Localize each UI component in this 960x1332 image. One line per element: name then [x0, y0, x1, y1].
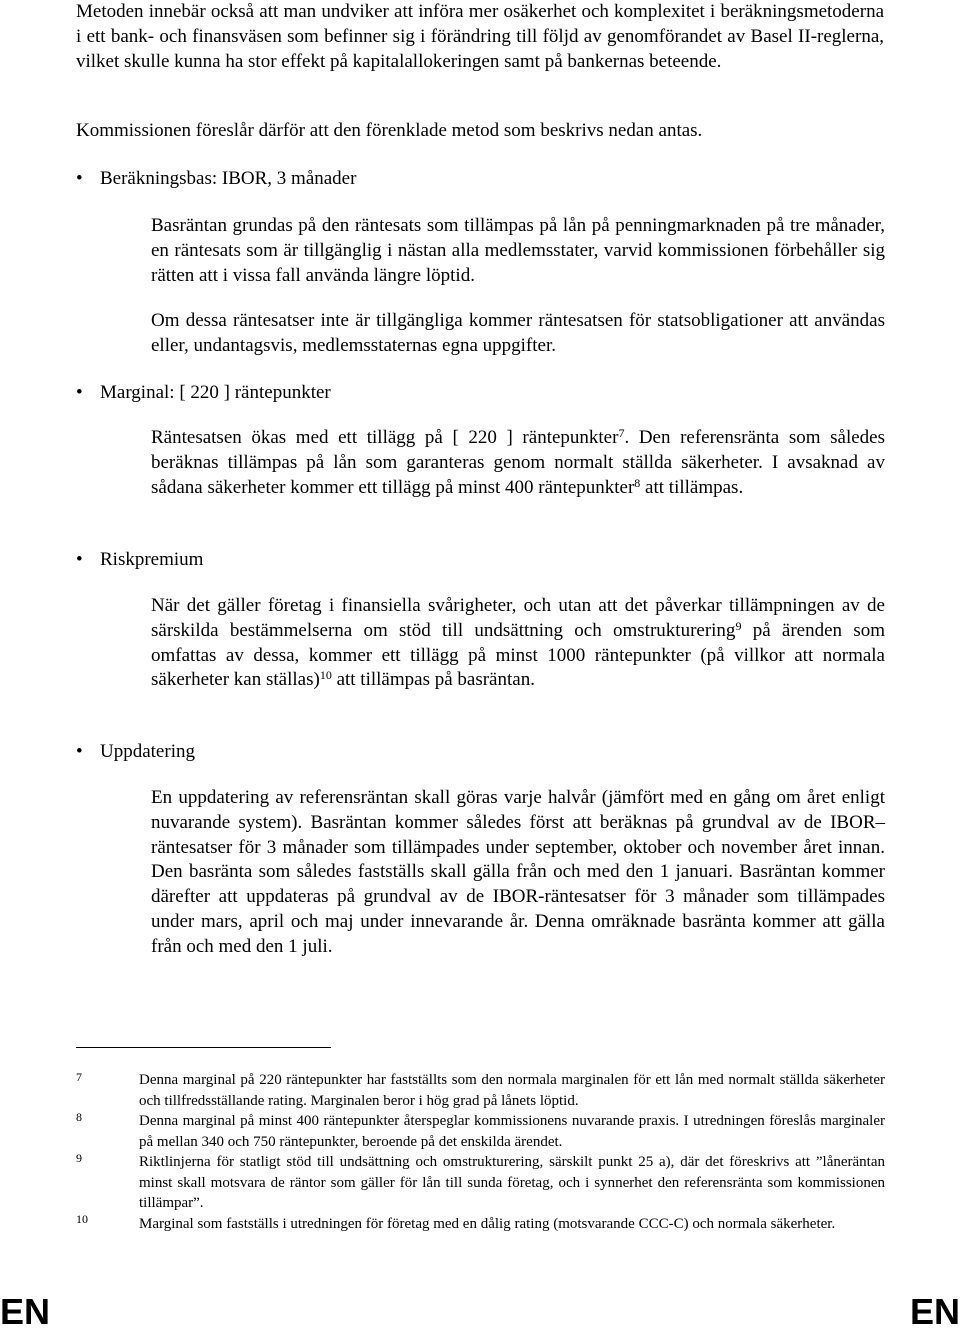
margin-text-part: . Den referensränta som således beräknas tillämpas på lån som garanteras genom normalt ställda säkerheter. I avsaknad av sådana säkerheter kommer ett tillägg på minst 400 räntepunkter	[151, 427, 885, 498]
bullet-icon: •	[76, 382, 83, 403]
bullet-icon: •	[76, 549, 83, 570]
bullet-item-calculation-basis	[76, 167, 476, 191]
update-paragraph: En uppdatering av referensräntan skall göras varje halvår (jämfört med en gång om året enligt nuvarande system). Basräntan kommer således först att beräknas på grundval av de IBOR–räntesatser för 3 månader som tillämpades under september, oktober och november året innan. Den basränta som således fastställs skall gälla från och med den 1 januari. Basräntan kommer därefter att uppdateras på grundval av de IBOR-räntesatser för 3 månader som tillämpades under mars, april och maj under innevarande år. Denna omräknade basränta kommer att gälla från och med den 1 juli.	[151, 787, 885, 957]
language-code-right: EN	[909, 1291, 960, 1332]
footnote-number-8: 8	[76, 1110, 82, 1124]
bullet-item-update	[76, 740, 476, 764]
language-code-left: EN	[0, 1291, 51, 1332]
bullet-icon: •	[76, 168, 83, 189]
bullet-label: Riskpremium	[100, 549, 204, 570]
footnote-number-9: 9	[76, 1151, 82, 1165]
bullet-item-risk-premium	[76, 548, 476, 572]
margin-text-part: att tillämpas.	[640, 476, 744, 498]
bullet-icon: •	[76, 741, 83, 762]
calculation-basis-fallback-paragraph: Om dessa räntesatser inte är tillgängliga kommer räntesatsen för statsobligationer att användas eller, undantagsvis, medlemsstaternas egna uppgifter.	[151, 310, 885, 356]
bullet-label: Beräkningsbas: IBOR, 3 månader	[100, 168, 357, 189]
footnote-9-text: Riktlinjerna för statligt stöd till undsättning och omstrukturering, särskilt punkt 25 a), där det föreskrivs att ”låneräntan minst skall motsvara de räntor som gäller för lån till sunda företag, och i synnerhet den referensränta som kommissionen tillämpar”.	[139, 1154, 885, 1211]
footnote-separator	[76, 1047, 331, 1048]
footnote-ref-7[interactable]: 7	[618, 426, 625, 440]
footnote-8-text: Denna marginal på minst 400 räntepunkter återspeglar kommissionens nuvarande praxis. I utredningen föreslås marginaler på mellan 340 och 750 räntepunkter, beroende på det enskilda ärendet.	[139, 1113, 885, 1150]
footnote-number-10: 10	[76, 1212, 88, 1226]
footnote-7-text: Denna marginal på 220 räntepunkter har fastställts som den normala marginalen för ett lån med normalt ställda säkerheter och tillfredsställande rating. Marginalen beror i hög grad på lånets löptid.	[139, 1072, 885, 1109]
footnote-ref-10[interactable]: 10	[319, 668, 332, 683]
footnote-ref-8[interactable]: 8	[634, 475, 641, 490]
margin-paragraph	[151, 426, 885, 500]
risk-premium-paragraph	[151, 594, 885, 693]
bullet-label: Uppdatering	[100, 741, 195, 762]
margin-text-part: Räntesatsen ökas med ett tillägg på [ 220 ] räntepunkter	[151, 427, 619, 448]
footnote-ref-9[interactable]: 9	[735, 618, 742, 633]
bullet-item-margin	[76, 381, 476, 405]
bullet-label: Marginal: [ 220 ] räntepunkter	[100, 382, 331, 403]
intro-proposal-paragraph: Kommissionen föreslår därför att den förenklade metod som beskrivs nedan antas.	[76, 120, 703, 141]
footnote-number-7: 7	[76, 1070, 82, 1084]
risk-premium-text-part: på ärenden som omfattas av dessa, kommer ett tillägg på minst 1000 räntepunkter (på villkor att normala säkerheter kan ställas)	[151, 619, 885, 691]
risk-premium-text-part: När det gäller företag i finansiella svårigheter, och utan att det påverkar tillämpningen av de särskilda bestämmelserna om stöd till undsättning och omstrukturering	[151, 595, 885, 641]
intro-paragraph: Metoden innebär också att man undviker att införa mer osäkerhet och komplexitet i beräkningsmetoderna i ett bank- och finansväsen som befinner sig i förändring till följd av genomförandet av Basel II-reglerna, vilket skulle kunna ha stor effekt på kapitalallokeringen samt på bankernas beteende.	[76, 1, 884, 72]
footnote-10-text: Marginal som fastställs i utredningen för företag med en dålig rating (motsvarande CCC-C) och normala säkerheter.	[139, 1216, 836, 1232]
calculation-basis-paragraph: Basräntan grundas på den räntesats som tillämpas på lån på penningmarknaden på tre månader, en räntesats som är tillgänglig i nästan alla medlemsstater, varvid kommissionen förbehåller sig rätten att i vissa fall använda längre löptid.	[151, 215, 885, 286]
risk-premium-text-part: att tillämpas på basräntan.	[331, 669, 535, 691]
